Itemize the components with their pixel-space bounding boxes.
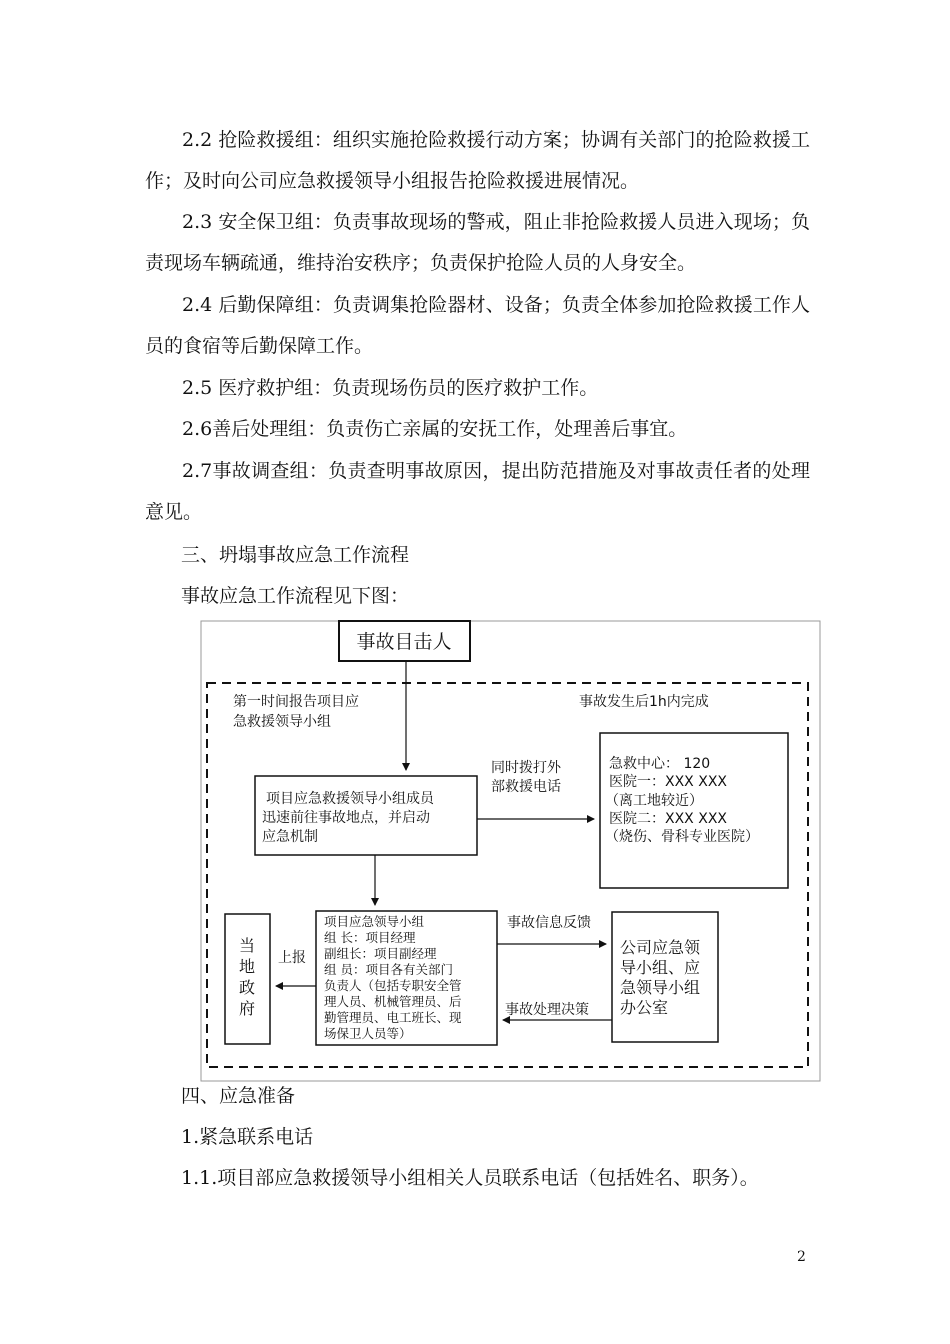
section-4-heading: 四、应急准备 xyxy=(181,1085,296,1107)
witness-label: 事故目击人 xyxy=(356,631,452,653)
hospital-line-1: 急救中心： 120 xyxy=(609,756,711,772)
company-line-3: 急领导小组 xyxy=(620,978,701,997)
section-3-heading: 三、坍塌事故应急工作流程 xyxy=(181,544,410,566)
leader-line-3: 副组长：项目副经理 xyxy=(324,946,437,961)
hospital-line-3: （离工地较近） xyxy=(605,793,703,809)
hospital-line-2: 医院一：XXX XXX xyxy=(609,774,727,790)
first-time-label-1: 第一时间报告项目应 xyxy=(233,694,359,710)
leader-line-4: 组 员：项目各有关部门 xyxy=(324,962,453,977)
item-1: 1.紧急联系电话 xyxy=(181,1126,314,1148)
team-line-2: 迅速前往事故地点，并启动 xyxy=(262,810,430,826)
paragraph-2-2: 2.2 抢险救援组：组织实施抢险救援行动方案；协调有关部门的抢险救援工作；及时向公司应急救援领导小组报告抢险救援进展情况。 xyxy=(145,129,810,192)
report-up-label: 上报 xyxy=(278,950,306,966)
gov-char-2: 地 xyxy=(238,957,256,976)
paragraph-2-4: 2.4 后勤保障组：负责调集抢险器材、设备；负责全体参加抢险救援工作人员的食宿等后勤保障工作。 xyxy=(145,294,810,357)
hospital-line-4: 医院二：XXX XXX xyxy=(609,811,727,827)
call-label-2: 部救援电话 xyxy=(491,779,561,795)
team-line-1: 项目应急救援领导小组成员 xyxy=(266,791,434,807)
decision-label: 事故处理决策 xyxy=(505,1002,589,1018)
company-line-4: 办公室 xyxy=(620,998,669,1017)
within-1h-label: 事故发生后1h内完成 xyxy=(579,694,709,710)
call-label-1: 同时拨打外 xyxy=(491,760,561,776)
item-1-1: 1.1.项目部应急救援领导小组相关人员联系电话（包括姓名、职务）。 xyxy=(181,1167,759,1189)
feedback-label: 事故信息反馈 xyxy=(507,915,591,931)
leader-line-7: 勤管理员、电工班长、现 xyxy=(324,1010,462,1025)
first-time-label-2: 急救援领导小组 xyxy=(233,714,331,730)
paragraph-2-6: 2.6善后处理组：负责伤亡亲属的安抚工作，处理善后事宜。 xyxy=(182,418,688,440)
company-line-2: 导小组、应 xyxy=(620,958,701,977)
team-line-3: 应急机制 xyxy=(262,829,318,845)
page-number: 2 xyxy=(797,1249,806,1265)
flow-intro: 事故应急工作流程见下图： xyxy=(181,585,410,607)
leader-line-6: 理人员、机械管理员、后 xyxy=(324,994,462,1009)
paragraph-2-3: 2.3 安全保卫组：负责事故现场的警戒，阻止非抢险救援人员进入现场；负责现场车辆疏通，维持治安秩序；负责保护抢险人员的人身安全。 xyxy=(145,211,810,274)
leader-line-2: 组 长：项目经理 xyxy=(324,930,416,945)
leader-line-5: 负责人（包括专职安全管 xyxy=(324,978,462,993)
paragraph-2-5: 2.5 医疗救护组：负责现场伤员的医疗救护工作。 xyxy=(182,377,599,399)
company-box xyxy=(612,912,718,1042)
gov-char-1: 当 xyxy=(238,936,256,955)
paragraph-2-7: 2.7事故调查组：负责查明事故原因，提出防范措施及对事故责任者的处理意见。 xyxy=(145,460,810,523)
company-line-1: 公司应急领 xyxy=(620,938,701,957)
hospital-line-5: （烧伤、骨科专业医院） xyxy=(605,829,759,845)
gov-char-4: 府 xyxy=(238,999,256,1018)
gov-char-3: 政 xyxy=(238,978,256,997)
leader-line-8: 场保卫人员等） xyxy=(324,1026,412,1041)
leader-line-1: 项目应急领导小组 xyxy=(324,914,425,929)
